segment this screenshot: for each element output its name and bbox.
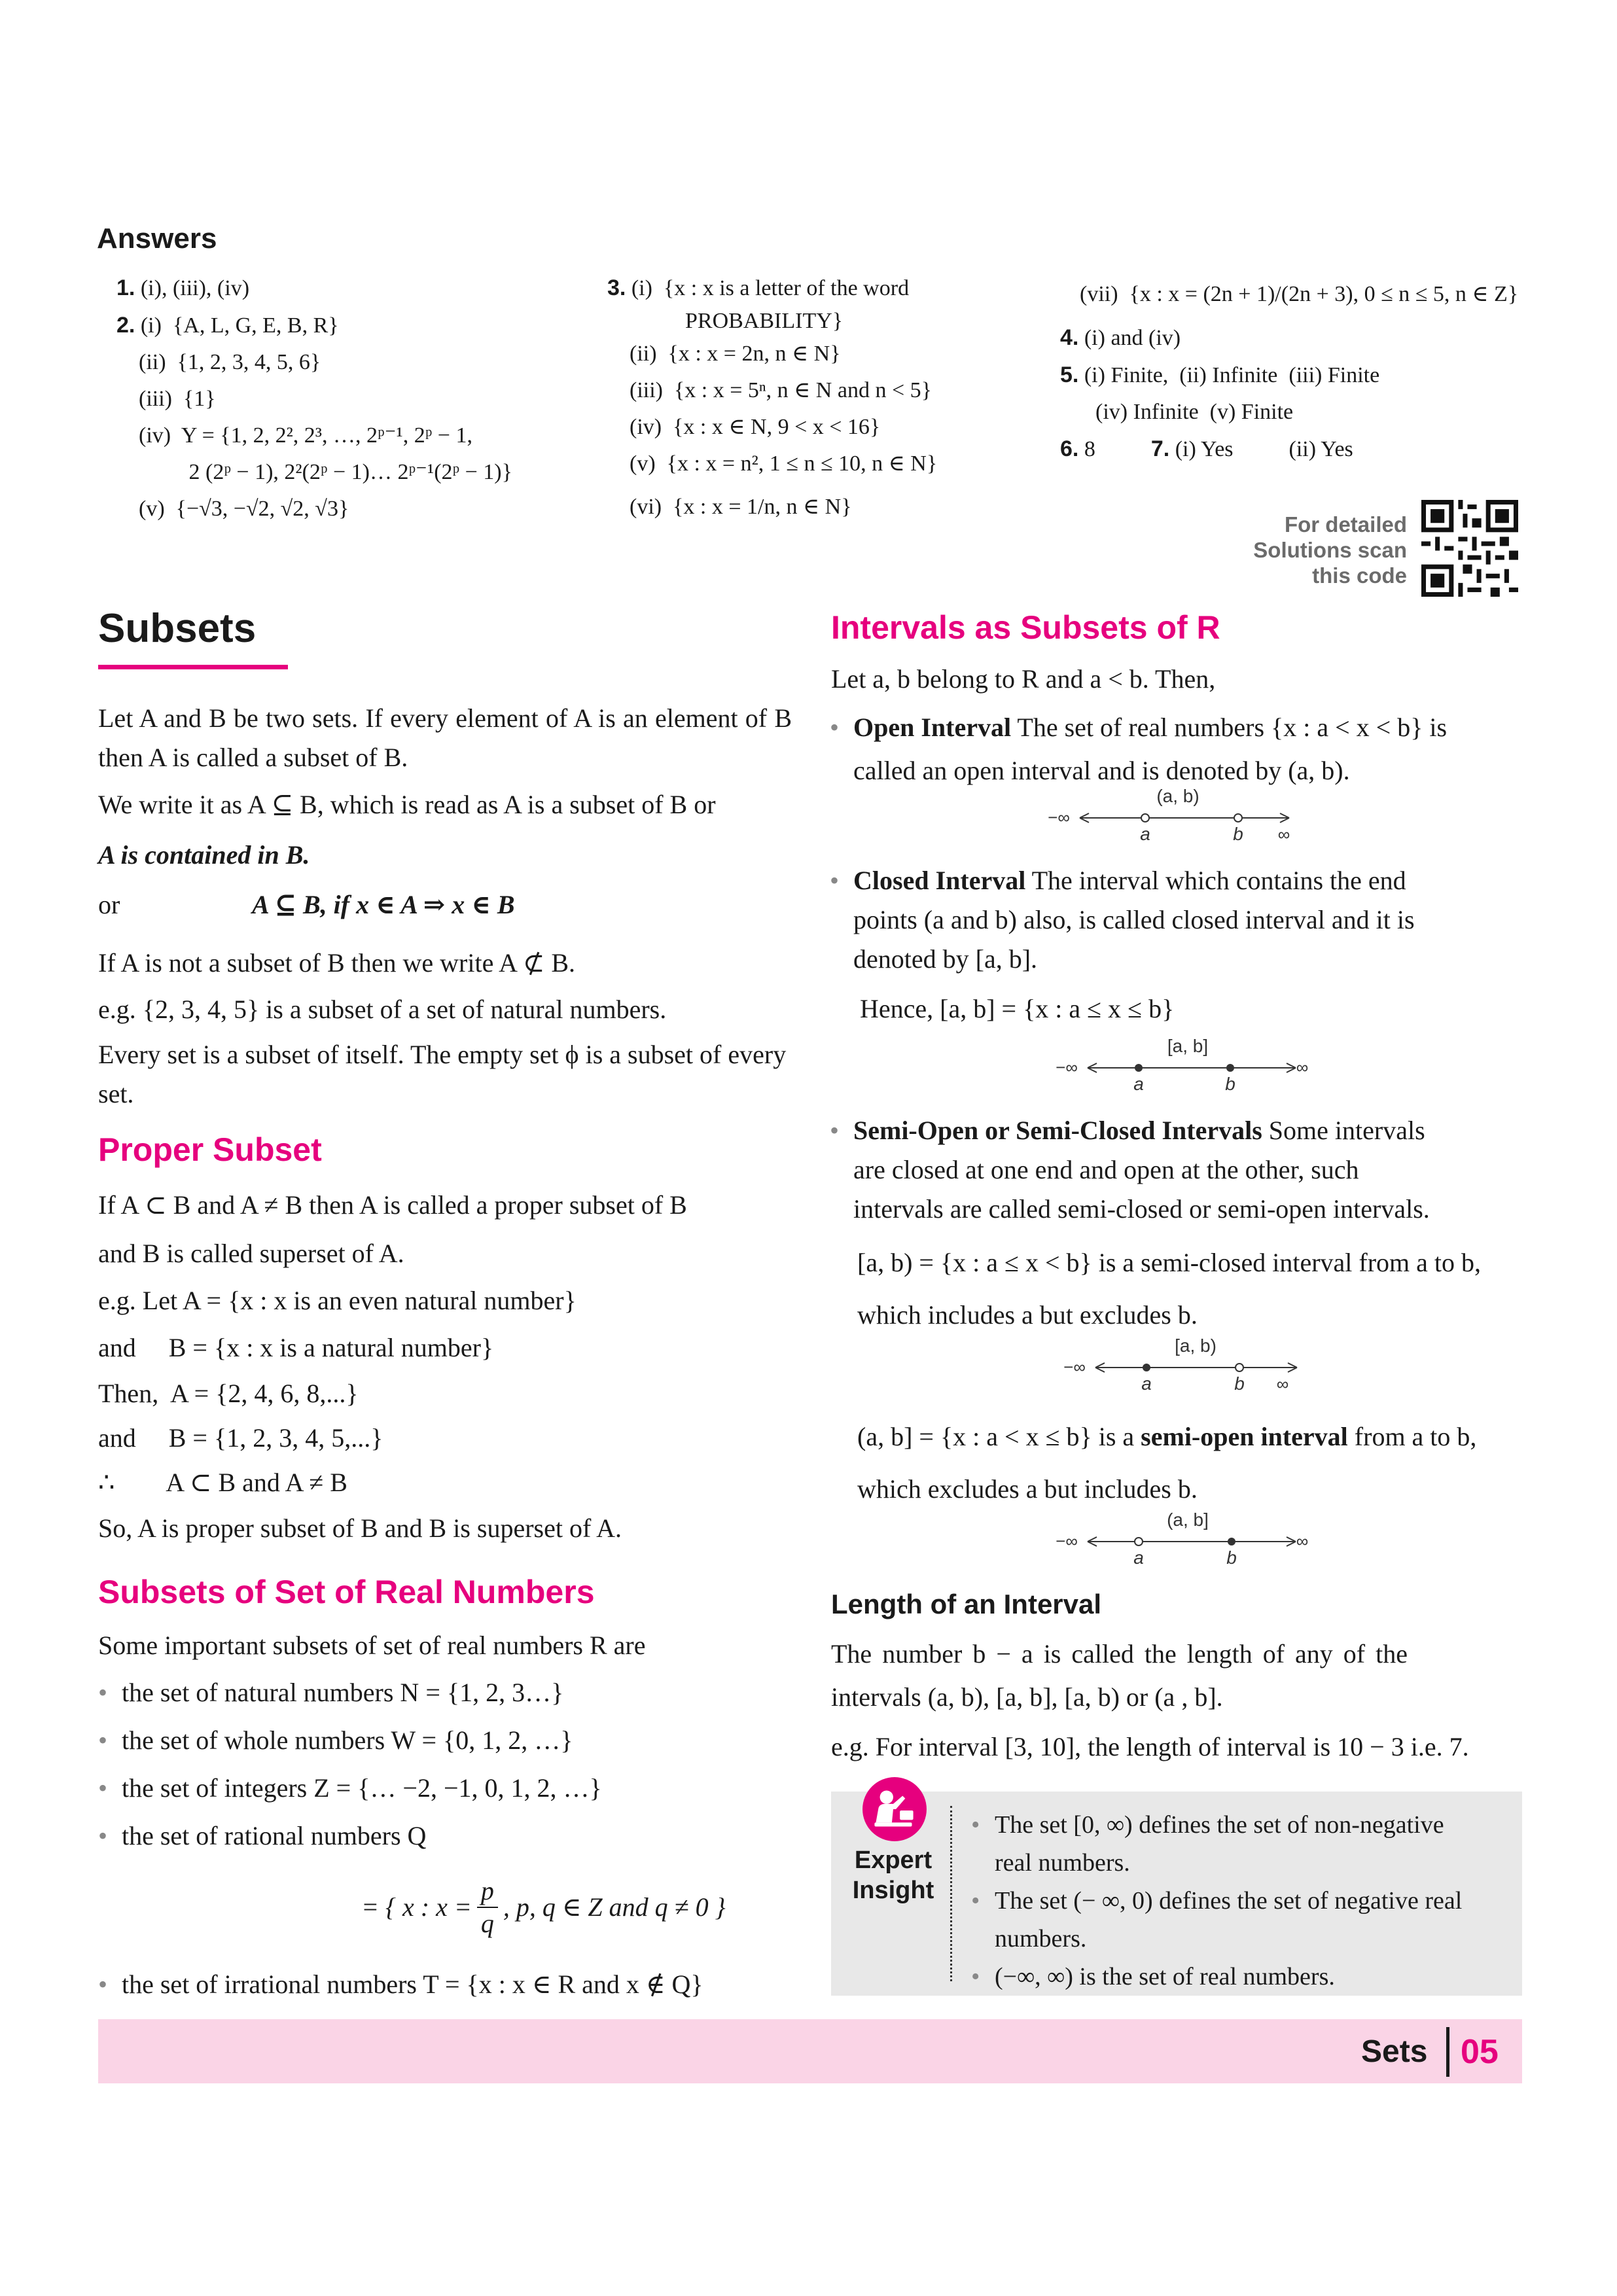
real-intro: Some important subsets of set of real numbers R are [98,1631,646,1660]
closed-interval-hence: Hence, [a, b] = {x : a ≤ x ≤ b} [860,994,1175,1023]
answers-col1 [116,270,512,527]
answer-5: 5. (i) Finite, (ii) Infinite (iii) Finite [1060,362,1380,387]
numline-closed-neg: −∞ [1056,1057,1078,1077]
length-eg: e.g. For interval [3, 10], the length of interval is 10 − 3 i.e. 7. [831,1732,1469,1761]
proper-para-2: and B is called superset of A. [98,1239,404,1268]
answer-3-iv: (iv) {x : x ∈ N, 9 < x < 16} [630,415,881,439]
proper-so: So, A is proper subset of B and B is superset of A. [98,1513,622,1543]
semi-interval-line-2: are closed at one end and open at the other, such [853,1155,1359,1184]
numline-open-neg: −∞ [1048,807,1070,827]
numline-closed-label: [a, b] [1167,1036,1209,1056]
answer-1: 1. (i), (iii), (iv) [116,275,250,300]
answer-3-vi: (vi) {x : x = 1/n, n ∈ N} [630,495,852,519]
numline-semi-open-neg: −∞ [1056,1531,1078,1551]
subsets-para-5: Every set is a subset of itself. The empty set ϕ is a subset of every set. [98,1040,787,1108]
numline-semi-closed-a-point [1143,1364,1150,1371]
subsets-para-4: e.g. {2, 3, 4, 5} is a subset of a set of natural numbers. [98,995,667,1024]
numline-closed-a: a [1133,1074,1144,1094]
numline-open-label: (a, b) [1156,786,1199,806]
numline-semi-closed-b-point [1235,1364,1243,1371]
subsets-para-3: If A is not a subset of B then we write A ⊄ B. [98,948,576,978]
footer-divider [1446,2027,1449,2077]
numline-semi-open-b-point [1228,1538,1235,1545]
proper-then: Then, A = {2, 4, 6, 8,...} [98,1379,359,1408]
numline-semi-closed-a: a [1141,1373,1152,1394]
insight-item-3: • (−∞, ∞) is the set of real numbers. [995,1958,1512,1996]
answer-3-vii: (vii) {x : x = (2n + 1)/(2n + 3), 0 ≤ n ≤ 5, n ∈ Z} [1080,282,1519,306]
answer-5-cont: (iv) Infinite (v) Finite [1095,400,1294,424]
answer-2: 2. (i) {A, L, G, E, B, R} [116,313,339,338]
answer-2-iv: (iv) Y = {1, 2, 2², 2³, …, 2ᵖ⁻¹, 2ᵖ − 1, [139,423,472,448]
insight-divider [950,1806,954,1981]
insight-item-2-cont: numbers. [995,1925,1087,1952]
semi-interval-title: Semi-Open or Semi-Closed Intervals [853,1116,1262,1145]
expert-insight-icon [861,1776,928,1843]
semi-closed-def-2: which includes a but excludes b. [857,1300,1198,1330]
real-item-integers: • the set of integers Z = {… −2, −1, 0, 1, 2, …} [122,1769,602,1808]
insight-item-1: • The set [0, ∞) defines the set of non-negative [995,1806,1512,1844]
expert-insight-label: Expert Insight [852,1846,934,1904]
proper-and-2: and B = {1, 2, 3, 4, 5,...} [98,1423,383,1453]
answer-3: 3. (i) {x : x is a letter of the word [607,275,910,300]
subsets-heading: Subsets [98,606,257,651]
subsets-para-2b: A is contained in B. [98,840,310,870]
footer-band [98,2019,1522,2083]
insight-list [995,1806,1512,1996]
numline-semi-open-a-point [1135,1538,1143,1545]
qr-caption: For detailed Solutions scan this code [1253,512,1407,588]
length-para-1: The number b − a is called the length of any of the [831,1639,1408,1669]
answer-3-iii: (iii) {x : x = 5ⁿ, n ∈ N and n < 5} [630,378,932,402]
numline-semi-open-b: b [1226,1547,1237,1568]
numline-closed-pos: ∞ [1296,1057,1309,1077]
length-para-2: intervals (a, b), [a, b], [a, b) or (a , b]. [831,1682,1223,1712]
numline-semi-open [1047,1509,1309,1568]
subsets-underline [98,665,288,669]
answer-2-iv-cont: 2 (2ᵖ − 1), 2²(2ᵖ − 1)… 2ᵖ⁻¹(2ᵖ − 1)} [139,460,512,484]
rational-def-left: = { x : x = [361,1892,472,1922]
answer-6-7: 6. 8 7. (i) Yes (ii) Yes [1060,436,1353,461]
numline-semi-open-label: (a, b] [1167,1510,1209,1530]
proper-therefore: ∴ A ⊂ B and A ≠ B [98,1468,347,1497]
footer-chapter: Sets [1361,2034,1428,2069]
numline-semi-closed-pos: ∞ [1276,1374,1289,1394]
real-item-natural: • the set of natural numbers N = {1, 2, 3…} [122,1673,563,1712]
semi-open-def-1: (a, b] = {x : a < x ≤ b} is a semi-open interval from a to b, [857,1422,1477,1451]
answer-3-v: (v) {x : x = n², 1 ≤ n ≤ 10, n ∈ N} [630,451,938,476]
semi-interval-line-3: intervals are called semi-closed or semi-open intervals. [853,1194,1430,1224]
intervals-intro: Let a, b belong to R and a < b. Then, [831,664,1216,694]
open-interval-line-1: • Open Interval The set of real numbers {x : a < x < b} is [853,708,1447,747]
answers-col2 [607,270,937,525]
answer-3-i-cont: PROBABILITY} [630,309,844,333]
answers-col3 [1060,270,1518,468]
numline-closed-b-point [1226,1064,1234,1072]
subsets-definition: A ⊆ B, if x ∈ A ⇒ x ∈ B [252,890,515,919]
fraction-denominator: q [480,1909,494,1938]
numline-open-b: b [1233,824,1243,844]
insight-item-2: • The set (− ∞, 0) defines the set of negative real [995,1882,1512,1920]
real-item-rational: • the set of rational numbers Q [122,1816,426,1856]
numline-open-a: a [1140,824,1150,844]
numline-semi-closed-label: [a, b) [1175,1335,1217,1356]
intervals-heading: Intervals as Subsets of R [831,609,1220,646]
answer-2-v: (v) {−√3, −√2, √2, √3} [139,497,349,521]
rational-definition [361,1865,726,1950]
answer-3-ii: (ii) {x : x = 2n, n ∈ N} [630,342,841,366]
subsets-para-2: We write it as A ⊆ B, which is read as A is a subset of B or [98,790,716,819]
closed-interval-title: Closed Interval [853,866,1026,895]
numline-semi-closed-b: b [1234,1373,1245,1394]
rational-def-right: , p, q ∈ Z and q ≠ 0 } [503,1892,726,1922]
page-number: 05 [1461,2033,1499,2071]
numline-open [1047,785,1309,844]
proper-eg: e.g. Let A = {x : x is an even natural number} [98,1286,577,1315]
proper-and-1: and B = {x : x is a natural number} [98,1333,494,1362]
numline-semi-open-a: a [1133,1547,1144,1568]
answers-heading: Answers [97,222,217,255]
answer-4: 4. (i) and (iv) [1060,325,1181,350]
closed-interval-line-3: denoted by [a, b]. [853,944,1038,974]
subsets-or: or [98,890,120,919]
numline-semi-closed [1055,1335,1317,1394]
closed-interval-line-1: • Closed Interval The interval which contains the end [853,861,1406,900]
answer-2-iii: (iii) {1} [139,387,216,411]
open-interval-title: Open Interval [853,713,1012,742]
semi-open-def-2: which excludes a but includes b. [857,1474,1198,1504]
numline-closed-a-point [1135,1064,1143,1072]
proper-para-1: If A ⊂ B and A ≠ B then A is called a proper subset of B [98,1190,687,1220]
qr-code-icon[interactable] [1421,500,1518,597]
insight-item-1-cont: real numbers. [995,1849,1130,1877]
semi-interval-line-1: • Semi-Open or Semi-Closed Intervals Some intervals [853,1111,1425,1150]
numline-semi-open-pos: ∞ [1296,1531,1309,1551]
real-item-whole: • the set of whole numbers W = {0, 1, 2, …} [122,1721,573,1760]
numline-open-pos: ∞ [1277,824,1290,844]
subsets-para-1: Let A and B be two sets. If every element of A is an element of B then A is called a subset of B. [98,703,792,772]
semi-closed-def-1: [a, b) = {x : a ≤ x < b} is a semi-closed interval from a to b, [857,1248,1482,1277]
numline-open-a-point [1141,814,1149,822]
numline-semi-closed-neg: −∞ [1063,1357,1086,1377]
proper-subset-heading: Proper Subset [98,1131,322,1168]
closed-interval-line-2: points (a and b) also, is called closed interval and it is [853,905,1415,934]
real-subsets-heading: Subsets of Set of Real Numbers [98,1574,595,1610]
length-heading: Length of an Interval [831,1589,1102,1619]
answer-2-ii: (ii) {1, 2, 3, 4, 5, 6} [139,350,321,374]
open-interval-line-2: called an open interval and is denoted by (a, b). [853,756,1350,785]
real-item-irrational: • the set of irrational numbers T = {x : x ∈ R and x ∉ Q} [122,1965,703,2004]
fraction-numerator: p [477,1875,498,1908]
rational-fraction [477,1875,498,1939]
numline-open-b-point [1234,814,1242,822]
numline-closed-b: b [1225,1074,1235,1094]
numline-closed [1047,1035,1309,1094]
